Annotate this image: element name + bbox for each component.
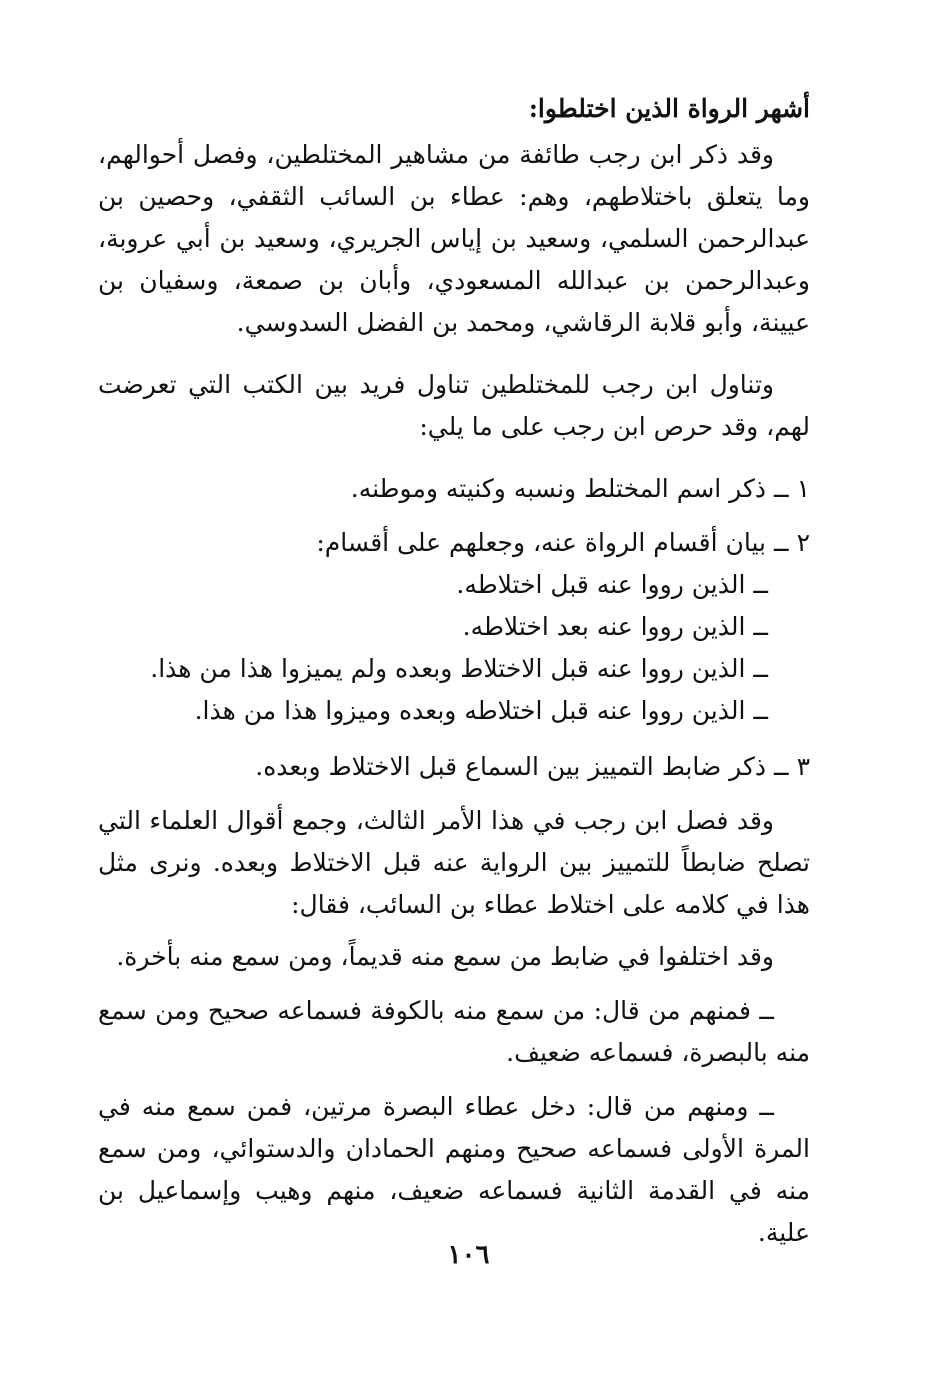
quote-line-2: ــ فمنهم من قال: من سمع منه بالكوفة فسماعه صحيح ومن سمع منه بالبصرة، فسماعه ضعيف. <box>98 996 810 1067</box>
quote-line-1: وقد اختلفوا في ضابط من سمع منه قديماً، ومن سمع منه بأخرة. <box>116 942 774 971</box>
page-body <box>98 88 810 1266</box>
numbered-item-1: ١ ــ ذكر اسم المختلط ونسبه وكنيته وموطنه. <box>350 474 810 503</box>
paragraph-detail: وقد فصل ابن رجب في هذا الأمر الثالث، وجمع أقوال العلماء التي تصلح ضابطاً للتمييز بين الرواية عنه قبل الاختلاط وبعده. ونرى مثل هذا في كلامه على اختلاط عطاء بن السائب، فقال: <box>98 806 810 919</box>
numbered-item-2: ٢ ــ بيان أقسام الرواة عنه، وجعلهم على أقسام: <box>316 528 810 557</box>
paragraph-treatment: وتناول ابن رجب للمختلطين تناول فريد بين الكتب التي تعرضت لهم، وقد حرص ابن رجب على ما يلي: <box>98 370 810 441</box>
sub-item: ــ الذين رووا عنه قبل اختلاطه وبعده وميزوا هذا من هذا. <box>194 696 768 725</box>
paragraph-narrators-list: وقد ذكر ابن رجب طائفة من مشاهير المختلطين، وفصل أحوالهم، وما يتعلق باختلاطهم، وهم: عطاء بن السائب الثقفي، وحصين بن عبدالرحمن السلمي، وسعيد بن إياس الجريري، وسعيد بن أبي عروبة، وعبدالرحمن بن عبدالله المسعودي، وأبان بن صمعة، وسفيان بن عيينة، وأبو قلابة الرقاشي، ومحمد بن الفضل السدوسي. <box>98 140 810 337</box>
section-heading: أشهر الرواة الذين اختلطوا: <box>528 94 810 123</box>
quote-line-3: ــ ومنهم من قال: دخل عطاء البصرة مرتين، فمن سمع منه في المرة الأولى فسماعه صحيح ومنهم الحمادان والدستوائي، ومن سمع منه في القدمة الثانية فسماعه ضعيف، منهم وهيب وإسماعيل بن علية. <box>98 1092 810 1247</box>
sub-list <box>98 564 810 732</box>
sub-item: ــ الذين رووا عنه قبل اختلاطه. <box>456 570 768 599</box>
sub-item: ــ الذين رووا عنه بعد اختلاطه. <box>462 612 768 641</box>
numbered-item-3: ٣ ــ ذكر ضابط التمييز بين السماع قبل الاختلاط وبعده. <box>255 752 810 781</box>
page-number: ١٠٦ <box>447 1240 490 1270</box>
sub-item: ــ الذين رووا عنه قبل الاختلاط وبعده ولم يميزوا هذا من هذا. <box>150 654 768 683</box>
